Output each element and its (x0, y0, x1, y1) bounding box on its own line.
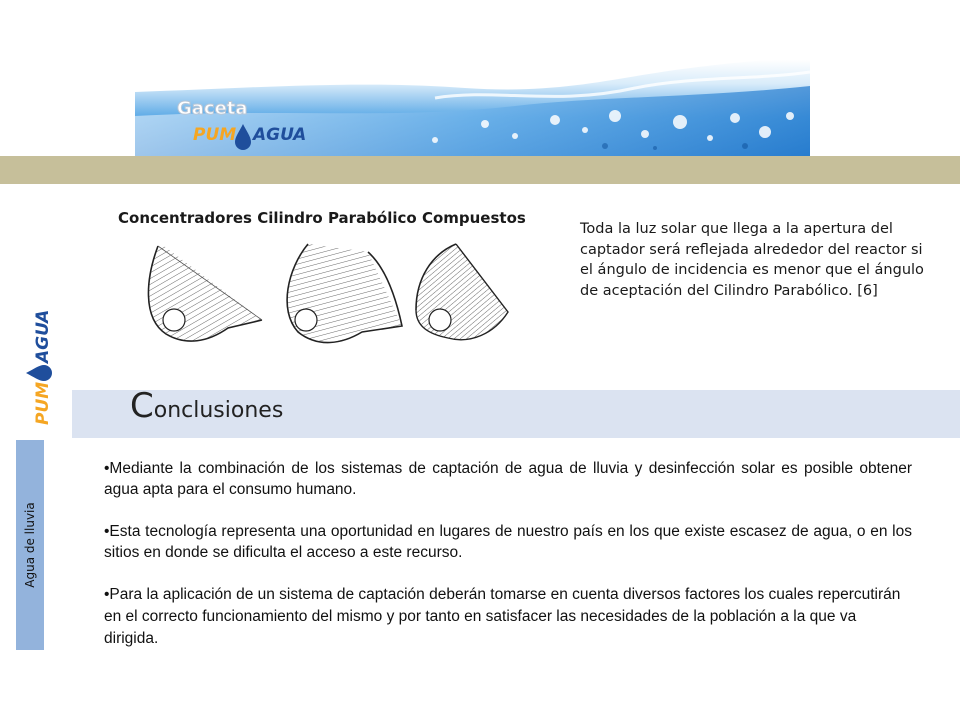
conclusion-item: •Para la aplicación de un sistema de captación deberán tomarse en cuenta diversos factores los cuales repercutirán en el correcto funcionamiento del mismo y por tanto en satisfacer las necesidades de la población a la que va dirigida. (104, 586, 901, 647)
logo-pum-text: PUM (33, 381, 53, 425)
conclusion-item: •Esta tecnología representa una oportunidad en lugares de nuestro país en los que existe escasez de agua, o en los sitios en donde se dificulta el acceso a este recurso. (104, 523, 912, 561)
cpc-diagram-3 (416, 244, 508, 340)
sidebar-tab (16, 440, 44, 650)
section-title: Concentradores Cilindro Parabólico Compuestos (118, 209, 526, 227)
sidebar-logo (18, 310, 58, 430)
conclusion-item: •Mediante la combinación de los sistemas de captación de agua de lluvia y desinfección solar es posible obtener agua apta para el consumo humano. (104, 460, 912, 498)
brand-agua-text: AGUA (253, 125, 307, 145)
logo-agua-text: AGUA (33, 310, 53, 363)
conclusions-title (130, 386, 283, 426)
cpc-description: Toda la luz solar que llega a la apertura del captador será reflejada alrededor del reactor si el ángulo de incidencia es menor que el ángulo de aceptación del Cilindro Parabólico. [6] (580, 221, 924, 299)
cpc-diagram-1 (148, 246, 262, 341)
water-splash-image (135, 58, 810, 156)
brand-gaceta-text: Gaceta (177, 98, 248, 119)
conclusions-list (104, 458, 912, 671)
cpc-diagrams (140, 238, 570, 366)
conclusions-title-rest: onclusiones (153, 398, 284, 423)
sidebar-tab-label: Agua de lluvia (23, 502, 37, 588)
logo-drop-icon (26, 365, 52, 381)
conclusions-title-initial: C (130, 386, 154, 426)
header-divider-band (0, 156, 960, 184)
cpc-diagram-2 (287, 244, 402, 343)
brand-pum-text: PUM (193, 125, 237, 145)
header-banner (135, 58, 810, 156)
